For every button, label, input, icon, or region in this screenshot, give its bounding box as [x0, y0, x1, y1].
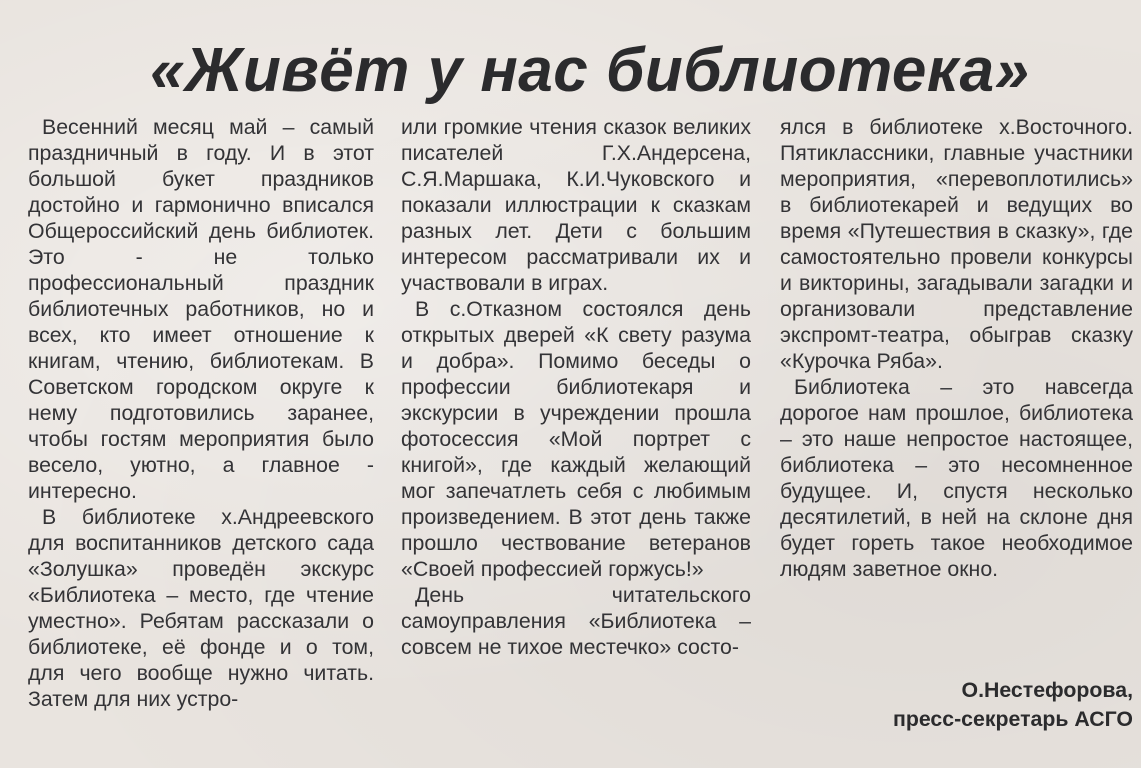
article-column-2 — [401, 114, 751, 660]
paragraph-andreevsky-continued: или громкие чтения сказок великих писателей Г.Х.Андерсена, С.Я.Маршака, К.И.Чуковского и показали иллюстрации к сказкам разных лет. Дети с большим интересом рассматривали их и участвовали в играх. — [401, 115, 751, 295]
paragraph-self-governance-day: День читательского самоуправления «Библиотека – совсем не тихое местечко» состо- — [401, 583, 751, 659]
paragraph-otkaznoe: В с.Отказном состоялся день открытых дверей «К свету разума и добра». Помимо беседы о профессии библиотекаря и экскурсии в учреждении прошла фотосессия «Мой портрет с книгой», где каждый желающий мог запечатлеть себя с любимым произведением. В этот день также прошло чествование ветеранов «Своей профессией горжусь!» — [401, 297, 751, 581]
article-column-1 — [28, 114, 374, 712]
paragraph-vostochny: ялся в библиотеке х.Восточного. Пятиклассники, главные участники мероприятия, «перевоплотились» в библиотекарей и ведущих во время «Путешествия в сказку», где самостоятельно провели конкурсы и викторины, загадывали загадки и организовали представление экспромт-театра, обыграв сказку «Курочка Ряба». — [780, 115, 1133, 373]
paragraph-andreevsky: В библиотеке х.Андреевского для воспитанников детского сада «Золушка» проведён экскурс «Библиотека – место, где чтение уместно». Ребятам рассказали о библиотеке, её фонде и о том, для чего вообще нужно читать. Затем для них устро- — [28, 505, 374, 711]
author-position: пресс-секретарь АСГО — [892, 707, 1133, 731]
author-name: О.Нестефорова, — [961, 678, 1133, 702]
paragraph-intro: Весенний месяц май – самый праздничный в году. И в этот большой букет праздников достойно и гармонично вписался Общероссийский день библиотек. Это - не только профессиональный праздник библиотечных работников, но и всех, кто имеет отношение к книгам, чтению, библиотекам. В Советском городском округе к нему подготовились заранее, чтобы гостям мероприятия было весело, уютно, а главное - интересно. — [28, 115, 374, 503]
article-headline: «Живёт у нас библиотека» — [150, 36, 1030, 105]
article-column-3 — [780, 114, 1133, 582]
author-signature — [893, 676, 1133, 734]
paragraph-conclusion: Библиотека – это навсегда дорогое нам прошлое, библиотека – это наше непростое настоящее, библиотека – это несомненное будущее. И, спустя несколько десятилетий, в ней на склоне дня будет гореть такое необходимое людям заветное окно. — [780, 375, 1133, 581]
